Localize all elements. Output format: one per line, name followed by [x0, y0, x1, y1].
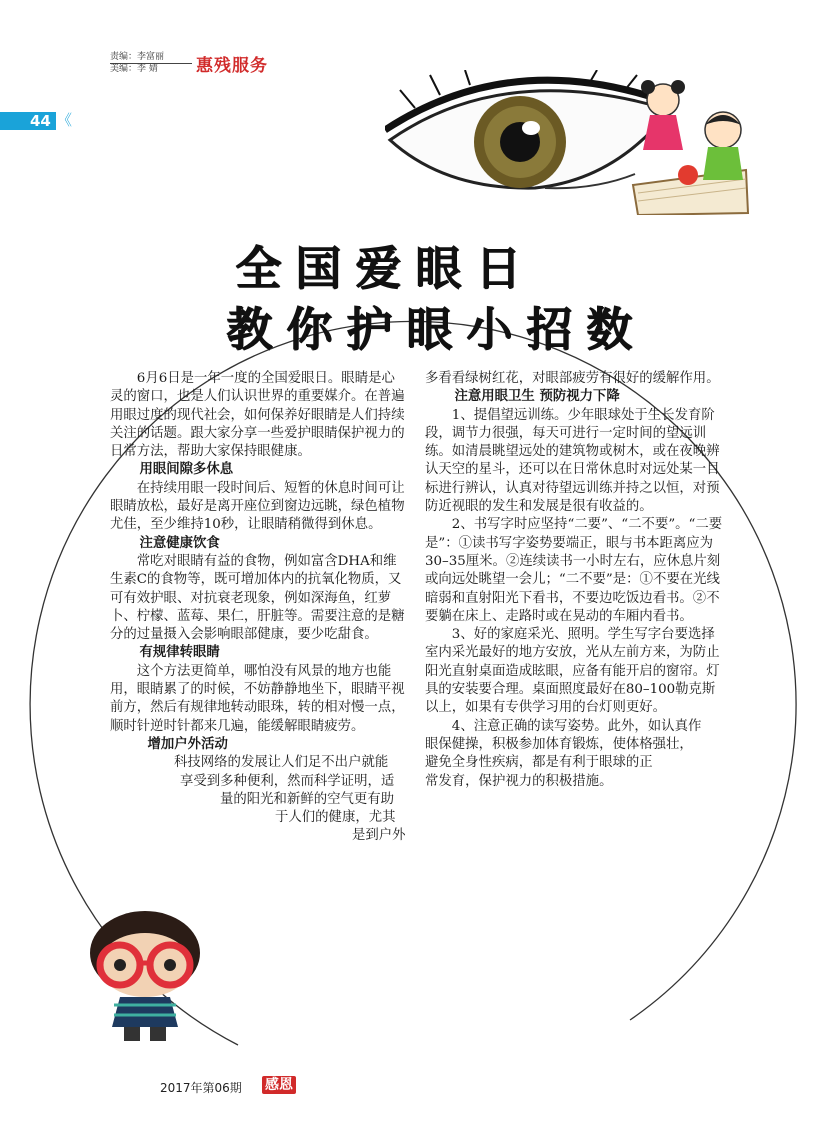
section-heading-diet: 注意健康饮食: [139, 535, 220, 551]
hygiene-point-4: [425, 718, 725, 791]
hygiene-point-4-line: 眼保健操，积极参加体育锻炼，使体格强壮，: [425, 736, 693, 752]
outdoor-line: 于人们的健康，尤其: [275, 810, 396, 826]
eye-rolling-paragraph: 这个方法更简单，哪怕没有风景的地方也能用，眼睛累了的时候，不妨静静地坐下，眼睛平视前方，然后有规律地转动眼珠，转的相对慢一点，顺时针逆时针都来几遍，能缓解眼睛疲劳。: [110, 663, 405, 734]
intro-paragraph: 6月6日是一年一度的全国爱眼日。眼睛是心灵的窗口，也是人们认识世界的重要媒介。在普遍用眼过度的现代社会，如何保养好眼睛是人们持续关注的话题。跟大家分享一些爱护眼睛保护视力的日常方法，帮助大家保持眼健康。: [110, 371, 405, 460]
rest-paragraph: 在持续用眼一段时间后、短暂的休息时间可让眼睛放松，最好是离开座位到窗边远眺，绿色植物尤佳，至少维持10秒，让眼睛稍微得到休息。: [110, 480, 405, 533]
editor-line-1: 责编：李富丽: [110, 52, 165, 62]
diet-paragraph: 常吃对眼睛有益的食物，例如富含DHA和维生素C的食物等，既可增加体内的抗氧化物质，又可有效护眼、对抗衰老现象，例如深海鱼，红萝卜、柠檬、蓝莓、果仁，肝脏等。需要注意的是糖分的过量摄入会影响眼部健康，要少吃甜食。: [110, 553, 405, 643]
hygiene-point-2: 2、书写字时应坚持“二要”、“二不要”。“二要是”：①读书写字姿势要端正，眼与书本距离应为30–35厘米。②连续读书一小时左右，应休息片刻或向远处眺望一会儿；“二不要”是：①不要在光线暗弱和直射阳光下看书，不要边吃饭边看书。②不要躺在床上、走路时或在晃动的车厢内看书。: [425, 517, 723, 624]
outdoor-line: 是到户外: [352, 828, 406, 844]
page-marker: 《: [57, 111, 73, 129]
outdoor-line: 量的阳光和新鲜的空气更有助: [220, 791, 395, 807]
outdoor-line: 享受到多种便利，然而科学证明，适: [180, 773, 395, 789]
outdoor-continuation: 多看看绿树红花，对眼部疲劳有很好的缓解作用。: [425, 371, 720, 386]
section-heading-rest: 用眼间隙多休息: [139, 462, 234, 478]
section-heading-hygiene: 注意用眼卫生 预防视力下降: [454, 389, 620, 405]
right-column: [425, 370, 725, 791]
article-title-line-1: 全国爱眼日: [235, 241, 535, 295]
article-title-line-2: 教你护眼小招数: [226, 302, 646, 356]
section-heading-outdoor: 增加户外活动: [147, 736, 228, 752]
footer-issue: 2017年第06期: [160, 1081, 242, 1095]
section-title: 惠残服务: [196, 56, 268, 76]
hygiene-point-4-line: 避免全身性疾病，都是有利于眼球的正: [425, 755, 653, 771]
magazine-logo: 感恩: [262, 1076, 296, 1094]
hygiene-point-3: 3、好的家庭采光、照明。学生写字台要选择室内采光最好的地方安放，光从左前方来，为防止阳光直射桌面造成眩眼，应备有能开启的窗帘。灯具的安装要合理。桌面照度最好在80–100勒克斯以上，如果有专供学习用的台灯则更好。: [425, 627, 720, 716]
hygiene-point-1: 1、提倡望远训练。少年眼球处于生长发育阶段，调节力很强，每天可进行一定时间的望远训练。如清晨眺望远处的建筑物或树木，或在夜晚辨认天空的星斗，还可以在日常休息时对远处某一目标进行辨认，认真对待望远训练并持之以恒，对预防近视眼的发生和发展是很有收益的。: [425, 407, 720, 515]
page-number: 44: [30, 112, 51, 130]
cartoon-kids-on-book: [628, 75, 753, 215]
cartoon-boy-with-glasses: [80, 905, 215, 1050]
left-column: [110, 370, 407, 846]
outdoor-paragraph: [110, 754, 407, 845]
hygiene-point-4-line: 4、注意正确的读写姿势。此外，如认真作: [451, 718, 702, 734]
section-heading-eye-rolling: 有规律转眼睛: [139, 645, 220, 661]
outdoor-line: 科技网络的发展让人们足不出户就能: [174, 755, 389, 771]
hygiene-point-4-line: 常发育，保护视力的积极措施。: [425, 773, 613, 789]
editor-line-2: 美编：李 婧: [110, 64, 158, 74]
